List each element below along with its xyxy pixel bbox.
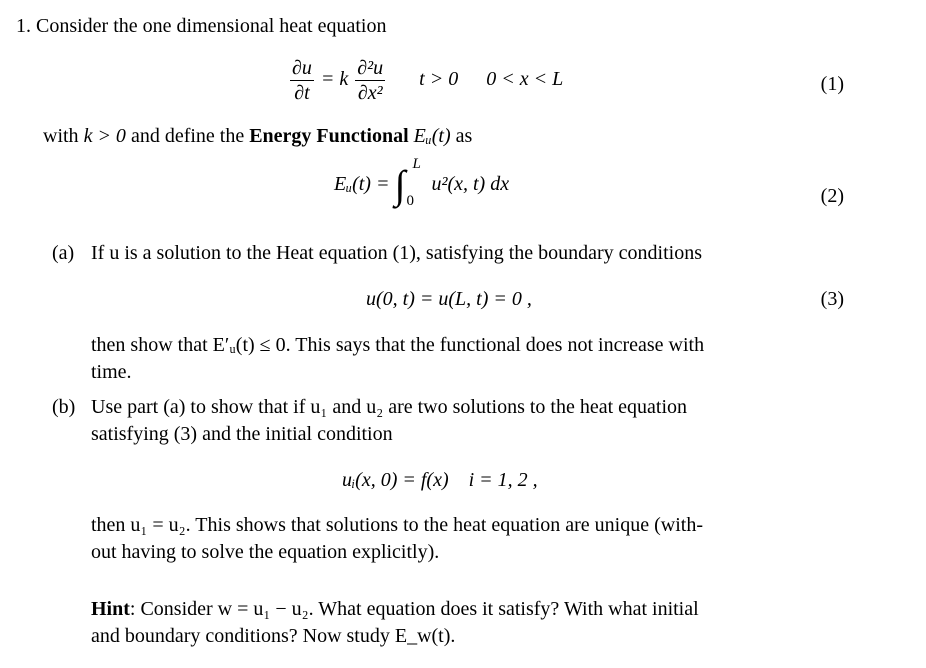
dx2-denominator: ∂x²	[357, 82, 383, 104]
boundary-condition-equation: u(0, t) = u(L, t) = 0 ,	[366, 288, 532, 310]
hint-text-1: : Consider w = u₁ − u₂. What equation does it satisfy? With what initial	[129, 598, 699, 620]
integral-upper-limit: L	[412, 156, 421, 173]
dt-denominator: ∂t	[294, 82, 310, 104]
hint-line-2: and boundary conditions? Now study E_w(t).	[91, 625, 456, 647]
hint-line-1	[91, 595, 699, 623]
part-a-line-3: time.	[91, 361, 132, 383]
part-b-line-4: out having to solve the equation explicitly).	[91, 541, 440, 563]
problem-number: 1.	[16, 15, 31, 37]
define-text: and define the	[125, 125, 250, 147]
problem-intro-line	[16, 12, 386, 40]
hint-label: Hint	[91, 598, 130, 620]
part-a-label: (a)	[52, 242, 75, 264]
problem-intro-text: Consider the one dimensional heat equation	[36, 15, 387, 37]
equation-1-label: (1)	[820, 73, 844, 95]
part-b-line-3: then u₁ = u₂. This shows that solutions to the heat equation are unique (with-	[91, 514, 703, 536]
initial-condition-equation: uᵢ(x, 0) = f(x) i = 1, 2 ,	[342, 469, 538, 491]
energy-definition-line	[43, 122, 472, 150]
part-b-label: (b)	[52, 396, 76, 418]
as-text: as	[450, 125, 473, 147]
d2u-numerator: ∂²u	[357, 57, 384, 79]
energy-functional-term: Energy Functional	[249, 125, 409, 147]
equation-2-label: (2)	[820, 185, 844, 207]
k-condition: k > 0	[83, 125, 126, 147]
d2u-dx2-fraction	[355, 56, 385, 105]
part-a-line-2: then show that E′ᵤ(t) ≤ 0. This says that the functional does not increase with	[91, 334, 705, 356]
equals-k: = k	[320, 68, 349, 91]
integral-lower-limit: 0	[406, 193, 414, 210]
part-b-line-2: satisfying (3) and the initial condition	[91, 423, 393, 445]
energy-functional-equation	[334, 156, 510, 210]
heat-equation	[288, 56, 563, 105]
integrand: u²(x, t) dx	[431, 173, 510, 195]
part-a-line-1: If u is a solution to the Heat equation (1), satisfying the boundary conditions	[91, 242, 702, 264]
space-condition: 0 < x < L	[486, 68, 564, 91]
with-text: with	[43, 125, 84, 147]
part-b-line-1: Use part (a) to show that if u₁ and u₂ are two solutions to the heat equation	[91, 396, 688, 418]
energy-symbol: Eᵤ(t)	[413, 125, 451, 147]
du-numerator: ∂u	[292, 57, 312, 79]
equation-3-label: (3)	[820, 288, 844, 310]
time-condition: t > 0	[419, 68, 459, 91]
integral-sign: ∫ L 0	[394, 156, 421, 210]
energy-lhs: Eᵤ(t) =	[334, 173, 390, 195]
du-dt-fraction	[290, 56, 314, 105]
